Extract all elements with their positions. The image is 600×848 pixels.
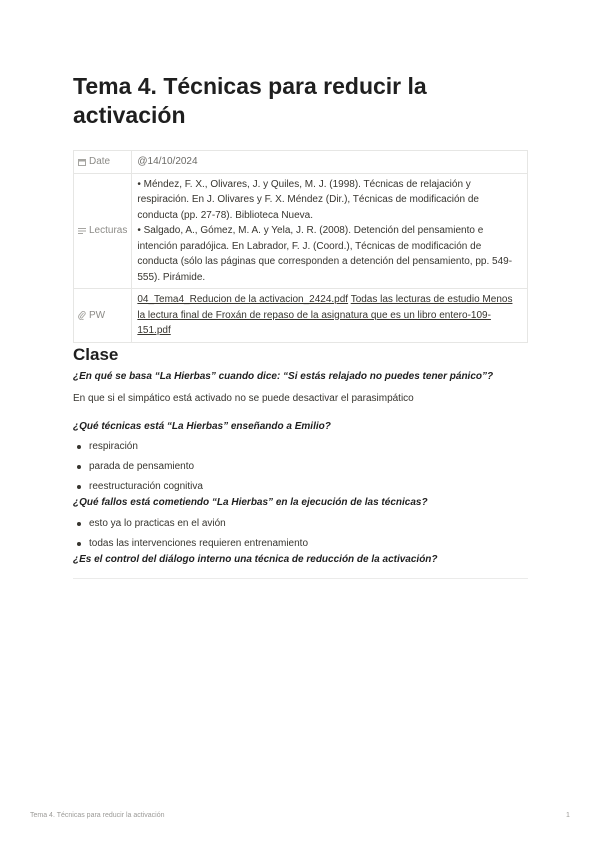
divider <box>73 578 528 579</box>
lecturas-line: respiración. En J. Olivares y F. X. Méndez (Dir.), Técnicas de modificación de <box>137 194 479 205</box>
question-2: ¿Qué técnicas está “La Hierbas” enseñando a Emilio? <box>73 421 331 432</box>
property-row-lecturas <box>74 173 528 289</box>
footer-page-number: 1 <box>566 812 570 819</box>
lecturas-line: intención paradójica. En Labrador, F. J. (Coord.), Técnicas de modificación de <box>137 240 482 252</box>
question-1: ¿En qué se basa “La Hierbas” cuando dice: “Si estás relajado no puedes tener pánico”? <box>73 371 494 382</box>
list-item: reestructuración cognitiva <box>73 480 528 494</box>
property-label-lecturas: Lecturas <box>89 225 128 237</box>
lecturas-line: 555). Pirámide. <box>137 271 206 283</box>
property-key-lecturas <box>74 173 132 289</box>
property-key-date <box>74 151 132 174</box>
pdf-attachment-link[interactable]: 04_Tema4_Reducion de la activacion_2424.pdf <box>137 294 349 305</box>
lecturas-line: conducta (pp. 27-78). Biblioteca Nueva. <box>137 209 314 221</box>
question-3: ¿Qué fallos está cometiendo “La Hierbas” en la ejecución de las técnicas? <box>73 497 428 508</box>
q3-list <box>73 517 528 551</box>
lecturas-line: • Méndez, F. X., Olivares, J. y Quiles, M. J. (1998). Técnicas de relajación y <box>137 178 471 190</box>
paperclip-icon <box>78 311 86 320</box>
pdf-attachment-link-2-end[interactable]: 151.pdf <box>137 325 171 336</box>
list-item: todas las intervenciones requieren entrenamiento <box>73 537 528 551</box>
property-row-date <box>74 151 528 174</box>
section-heading-clase: Clase <box>73 345 119 364</box>
list-item: esto ya lo practicas en el avión <box>73 517 528 531</box>
property-label-date: Date <box>89 156 111 168</box>
lecturas-line: • Salgado, A., Gómez, M. A. y Yela, J. R. (2008). Detención del pensamiento e <box>137 225 484 236</box>
page-title: Tema 4. Técnicas para reducir la activación <box>73 73 427 128</box>
calendar-icon <box>78 158 86 166</box>
pdf-attachment-link-2[interactable]: Todas las lecturas de estudio Menos <box>350 294 513 305</box>
properties-table <box>73 150 528 343</box>
list-item: respiración <box>73 440 528 454</box>
answer-1: En que si el simpático está activado no se puede desactivar el parasimpático <box>73 393 414 404</box>
property-value-pw <box>132 289 528 343</box>
footer-title: Tema 4. Técnicas para reducir la activación <box>30 812 165 819</box>
text-lines-icon <box>78 227 86 235</box>
lecturas-line: conducta (sólo las páginas que corresponden a detención del pensamiento, pp. 549- <box>137 256 513 267</box>
pdf-attachment-link-2-cont[interactable]: la lectura final de Froxán de repaso de la asignatura que es un libro entero-109- <box>137 309 491 321</box>
property-key-pw <box>74 289 132 343</box>
property-row-pw <box>74 289 528 343</box>
property-label-pw: PW <box>89 309 106 321</box>
list-item: parada de pensamiento <box>73 460 528 474</box>
question-4: ¿Es el control del diálogo interno una técnica de reducción de la activación? <box>73 554 438 565</box>
q2-list <box>73 440 528 494</box>
property-value-date[interactable]: @14/10/2024 <box>132 151 528 174</box>
notes-content <box>73 370 528 567</box>
property-value-lecturas[interactable] <box>132 173 528 289</box>
